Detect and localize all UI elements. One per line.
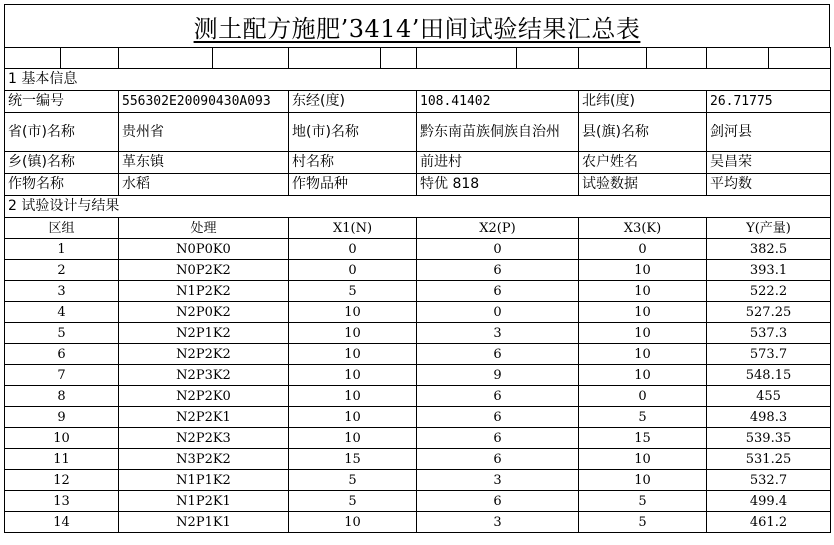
yield-cell: 498.3 bbox=[707, 407, 831, 428]
x3-cell: 10 bbox=[579, 302, 707, 323]
yield-cell: 522.2 bbox=[707, 281, 831, 302]
block-cell: 9 bbox=[5, 407, 119, 428]
block-cell: 13 bbox=[5, 491, 119, 512]
x2-cell: 6 bbox=[417, 449, 579, 470]
x3-cell: 5 bbox=[579, 512, 707, 533]
info-label: 东经(度) bbox=[289, 91, 417, 113]
yield-cell: 527.25 bbox=[707, 302, 831, 323]
blank-cell bbox=[5, 48, 61, 69]
treatment-cell: N0P2K2 bbox=[119, 260, 289, 281]
treatment-cell: N2P1K2 bbox=[119, 323, 289, 344]
info-label: 作物品种 bbox=[289, 174, 417, 196]
x2-cell: 3 bbox=[417, 470, 579, 491]
yield-cell: 537.3 bbox=[707, 323, 831, 344]
info-label: 村名称 bbox=[289, 152, 417, 174]
treatment-cell: N1P1K2 bbox=[119, 470, 289, 491]
section-label-basic: 1 基本信息 bbox=[5, 69, 831, 91]
table-row bbox=[5, 344, 831, 365]
info-value: 剑河县 bbox=[707, 113, 831, 152]
x1-cell: 10 bbox=[289, 407, 417, 428]
info-label: 乡(镇)名称 bbox=[5, 152, 119, 174]
x1-cell: 0 bbox=[289, 239, 417, 260]
x2-cell: 6 bbox=[417, 491, 579, 512]
treatment-cell: N1P2K2 bbox=[119, 281, 289, 302]
design-data-body bbox=[5, 239, 831, 533]
x2-cell: 0 bbox=[417, 239, 579, 260]
x1-cell: 10 bbox=[289, 386, 417, 407]
block-cell: 2 bbox=[5, 260, 119, 281]
x2-cell: 6 bbox=[417, 260, 579, 281]
treatment-cell: N1P2K1 bbox=[119, 491, 289, 512]
section-row bbox=[5, 196, 831, 218]
title-text: 测土配方施肥’3414’田间试验结果汇总表 bbox=[193, 14, 641, 43]
table-row bbox=[5, 491, 831, 512]
yield-cell: 461.2 bbox=[707, 512, 831, 533]
info-value: 平均数 bbox=[707, 174, 831, 196]
x3-cell: 5 bbox=[579, 407, 707, 428]
blank-cell bbox=[579, 48, 647, 69]
x3-cell: 0 bbox=[579, 239, 707, 260]
section-label-design: 2 试验设计与结果 bbox=[5, 196, 831, 218]
info-label: 作物名称 bbox=[5, 174, 119, 196]
table-row bbox=[5, 386, 831, 407]
blank-cell bbox=[517, 48, 579, 69]
column-header: 区组 bbox=[5, 218, 119, 239]
block-cell: 5 bbox=[5, 323, 119, 344]
blank-cell bbox=[119, 48, 213, 69]
x2-cell: 6 bbox=[417, 386, 579, 407]
design-header-row bbox=[5, 218, 831, 239]
x1-cell: 15 bbox=[289, 449, 417, 470]
info-value: 贵州省 bbox=[119, 113, 289, 152]
block-cell: 4 bbox=[5, 302, 119, 323]
yield-cell: 539.35 bbox=[707, 428, 831, 449]
info-row bbox=[5, 91, 831, 113]
x3-cell: 10 bbox=[579, 344, 707, 365]
x3-cell: 10 bbox=[579, 365, 707, 386]
x2-cell: 6 bbox=[417, 281, 579, 302]
column-header: X2(P) bbox=[417, 218, 579, 239]
yield-cell: 548.15 bbox=[707, 365, 831, 386]
treatment-cell: N2P2K1 bbox=[119, 407, 289, 428]
x2-cell: 6 bbox=[417, 344, 579, 365]
block-cell: 1 bbox=[5, 239, 119, 260]
treatment-cell: N0P0K0 bbox=[119, 239, 289, 260]
block-cell: 3 bbox=[5, 281, 119, 302]
table-row bbox=[5, 428, 831, 449]
x1-cell: 10 bbox=[289, 512, 417, 533]
treatment-cell: N2P1K1 bbox=[119, 512, 289, 533]
info-label: 县(旗)名称 bbox=[579, 113, 707, 152]
page-title bbox=[4, 4, 830, 47]
block-cell: 14 bbox=[5, 512, 119, 533]
x3-cell: 0 bbox=[579, 386, 707, 407]
info-value: 水稻 bbox=[119, 174, 289, 196]
x1-cell: 10 bbox=[289, 323, 417, 344]
blank-cell bbox=[289, 48, 381, 69]
x3-cell: 15 bbox=[579, 428, 707, 449]
blank-cell bbox=[417, 48, 517, 69]
yield-cell: 382.5 bbox=[707, 239, 831, 260]
column-header: Y(产量) bbox=[707, 218, 831, 239]
x2-cell: 3 bbox=[417, 512, 579, 533]
x2-cell: 3 bbox=[417, 323, 579, 344]
block-cell: 7 bbox=[5, 365, 119, 386]
x1-cell: 10 bbox=[289, 365, 417, 386]
info-value: 556302E20090430A093 bbox=[119, 91, 289, 113]
treatment-cell: N2P2K2 bbox=[119, 344, 289, 365]
table-row bbox=[5, 323, 831, 344]
table-row bbox=[5, 239, 831, 260]
info-row bbox=[5, 113, 831, 152]
info-value: 26.71775 bbox=[707, 91, 831, 113]
document-page bbox=[4, 4, 830, 533]
x1-cell: 0 bbox=[289, 260, 417, 281]
blank-cell bbox=[769, 48, 831, 69]
table-row bbox=[5, 302, 831, 323]
x1-cell: 5 bbox=[289, 281, 417, 302]
column-header: X1(N) bbox=[289, 218, 417, 239]
yield-cell: 455 bbox=[707, 386, 831, 407]
x3-cell: 10 bbox=[579, 470, 707, 491]
yield-cell: 531.25 bbox=[707, 449, 831, 470]
info-label: 北纬(度) bbox=[579, 91, 707, 113]
x2-cell: 0 bbox=[417, 302, 579, 323]
x3-cell: 10 bbox=[579, 281, 707, 302]
info-label: 省(市)名称 bbox=[5, 113, 119, 152]
yield-cell: 393.1 bbox=[707, 260, 831, 281]
block-cell: 12 bbox=[5, 470, 119, 491]
blank-cell bbox=[61, 48, 119, 69]
block-cell: 10 bbox=[5, 428, 119, 449]
x2-cell: 6 bbox=[417, 428, 579, 449]
x1-cell: 10 bbox=[289, 302, 417, 323]
block-cell: 8 bbox=[5, 386, 119, 407]
treatment-cell: N2P2K0 bbox=[119, 386, 289, 407]
x1-cell: 10 bbox=[289, 428, 417, 449]
info-row bbox=[5, 174, 831, 196]
info-label: 农户姓名 bbox=[579, 152, 707, 174]
table-row bbox=[5, 512, 831, 533]
treatment-cell: N2P3K2 bbox=[119, 365, 289, 386]
info-label: 试验数据 bbox=[579, 174, 707, 196]
results-table bbox=[4, 47, 831, 533]
block-cell: 6 bbox=[5, 344, 119, 365]
info-label: 统一编号 bbox=[5, 91, 119, 113]
info-row bbox=[5, 152, 831, 174]
treatment-cell: N2P2K3 bbox=[119, 428, 289, 449]
table-row bbox=[5, 365, 831, 386]
blank-cell bbox=[647, 48, 707, 69]
x1-cell: 5 bbox=[289, 470, 417, 491]
table-row bbox=[5, 281, 831, 302]
table-row bbox=[5, 470, 831, 491]
x3-cell: 10 bbox=[579, 323, 707, 344]
column-header: 处理 bbox=[119, 218, 289, 239]
x2-cell: 6 bbox=[417, 407, 579, 428]
table-row bbox=[5, 449, 831, 470]
treatment-cell: N2P0K2 bbox=[119, 302, 289, 323]
blank-row bbox=[5, 48, 831, 69]
x1-cell: 5 bbox=[289, 491, 417, 512]
treatment-cell: N3P2K2 bbox=[119, 449, 289, 470]
info-value: 特优 818 bbox=[417, 174, 579, 196]
info-value: 前进村 bbox=[417, 152, 579, 174]
blank-cell bbox=[213, 48, 289, 69]
block-cell: 11 bbox=[5, 449, 119, 470]
yield-cell: 573.7 bbox=[707, 344, 831, 365]
x3-cell: 10 bbox=[579, 260, 707, 281]
blank-cell bbox=[381, 48, 417, 69]
info-value: 革东镇 bbox=[119, 152, 289, 174]
table-row bbox=[5, 407, 831, 428]
column-header: X3(K) bbox=[579, 218, 707, 239]
info-value: 吴昌荣 bbox=[707, 152, 831, 174]
info-value: 黔东南苗族侗族自治州 bbox=[417, 113, 579, 152]
blank-cell bbox=[707, 48, 769, 69]
yield-cell: 499.4 bbox=[707, 491, 831, 512]
table-row bbox=[5, 260, 831, 281]
x3-cell: 10 bbox=[579, 449, 707, 470]
x2-cell: 9 bbox=[417, 365, 579, 386]
yield-cell: 532.7 bbox=[707, 470, 831, 491]
info-label: 地(市)名称 bbox=[289, 113, 417, 152]
section-row bbox=[5, 69, 831, 91]
x3-cell: 5 bbox=[579, 491, 707, 512]
info-value: 108.41402 bbox=[417, 91, 579, 113]
x1-cell: 10 bbox=[289, 344, 417, 365]
